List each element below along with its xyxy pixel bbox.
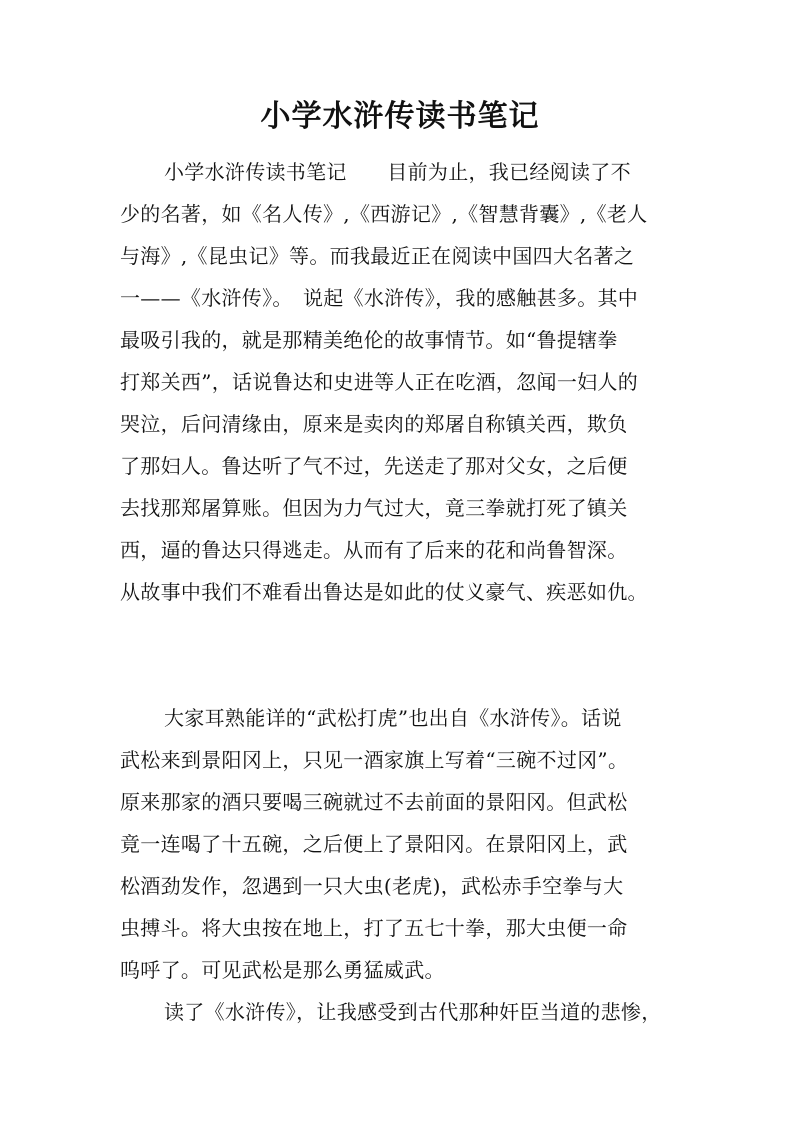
text-line: 从故事中我们不难看出鲁达是如此的仗义豪气、疾恶如仇。 — [120, 580, 648, 604]
text-line: 了那妇人。鲁达听了气不过，先送走了那对父女，之后便 — [120, 454, 628, 478]
text-line: 竟一连喝了十五碗，之后便上了景阳冈。在景阳冈上，武 — [120, 832, 628, 856]
text-line: 虫搏斗。将大虫按在地上，打了五七十拳，那大虫便一命 — [120, 916, 628, 940]
text-line: 与海》,《昆虫记》等。而我最近正在阅读中国四大名著之 — [120, 244, 635, 268]
text-line: 最吸引我的，就是那精美绝伦的故事情节。如“鲁提辖拳 — [120, 328, 618, 352]
text-line: 武松来到景阳冈上，只见一酒家旗上写着“三碗不过冈”。 — [120, 748, 629, 772]
text-line: 呜呼了。可见武松是那么勇猛威武。 — [120, 958, 445, 982]
text-line: 哭泣，后问清缘由，原来是卖肉的郑屠自称镇关西，欺负 — [120, 412, 628, 436]
text-line: 去找那郑屠算账。但因为力气过大，竟三拳就打死了镇关 — [120, 496, 628, 520]
document-title: 小学水浒传读书笔记 — [260, 99, 540, 134]
text-line: 原来那家的酒只要喝三碗就过不去前面的景阳冈。但武松 — [120, 790, 628, 814]
text-line: 小学水浒传读书笔记 目前为止，我已经阅读了不 — [164, 160, 631, 184]
text-line: 大家耳熟能详的“武松打虎”也出自《水浒传》。话说 — [164, 706, 622, 730]
text-line: 少的名著，如《名人传》,《西游记》,《智慧背囊》,《老人 — [120, 202, 648, 226]
text-line: 打郑关西”，话说鲁达和史进等人正在吃酒，忽闻一妇人的 — [120, 370, 639, 394]
text-line: 松酒劲发作，忽遇到一只大虫(老虎)，武松赤手空拳与大 — [120, 874, 624, 898]
text-line: 一——《水浒传》。 说起《水浒传》，我的感触甚多。其中 — [120, 286, 639, 310]
text-line: 读了《水浒传》，让我感受到古代那种奸臣当道的悲惨， — [164, 1000, 662, 1024]
text-line: 西，逼的鲁达只得逃走。从而有了后来的花和尚鲁智深。 — [120, 538, 628, 562]
